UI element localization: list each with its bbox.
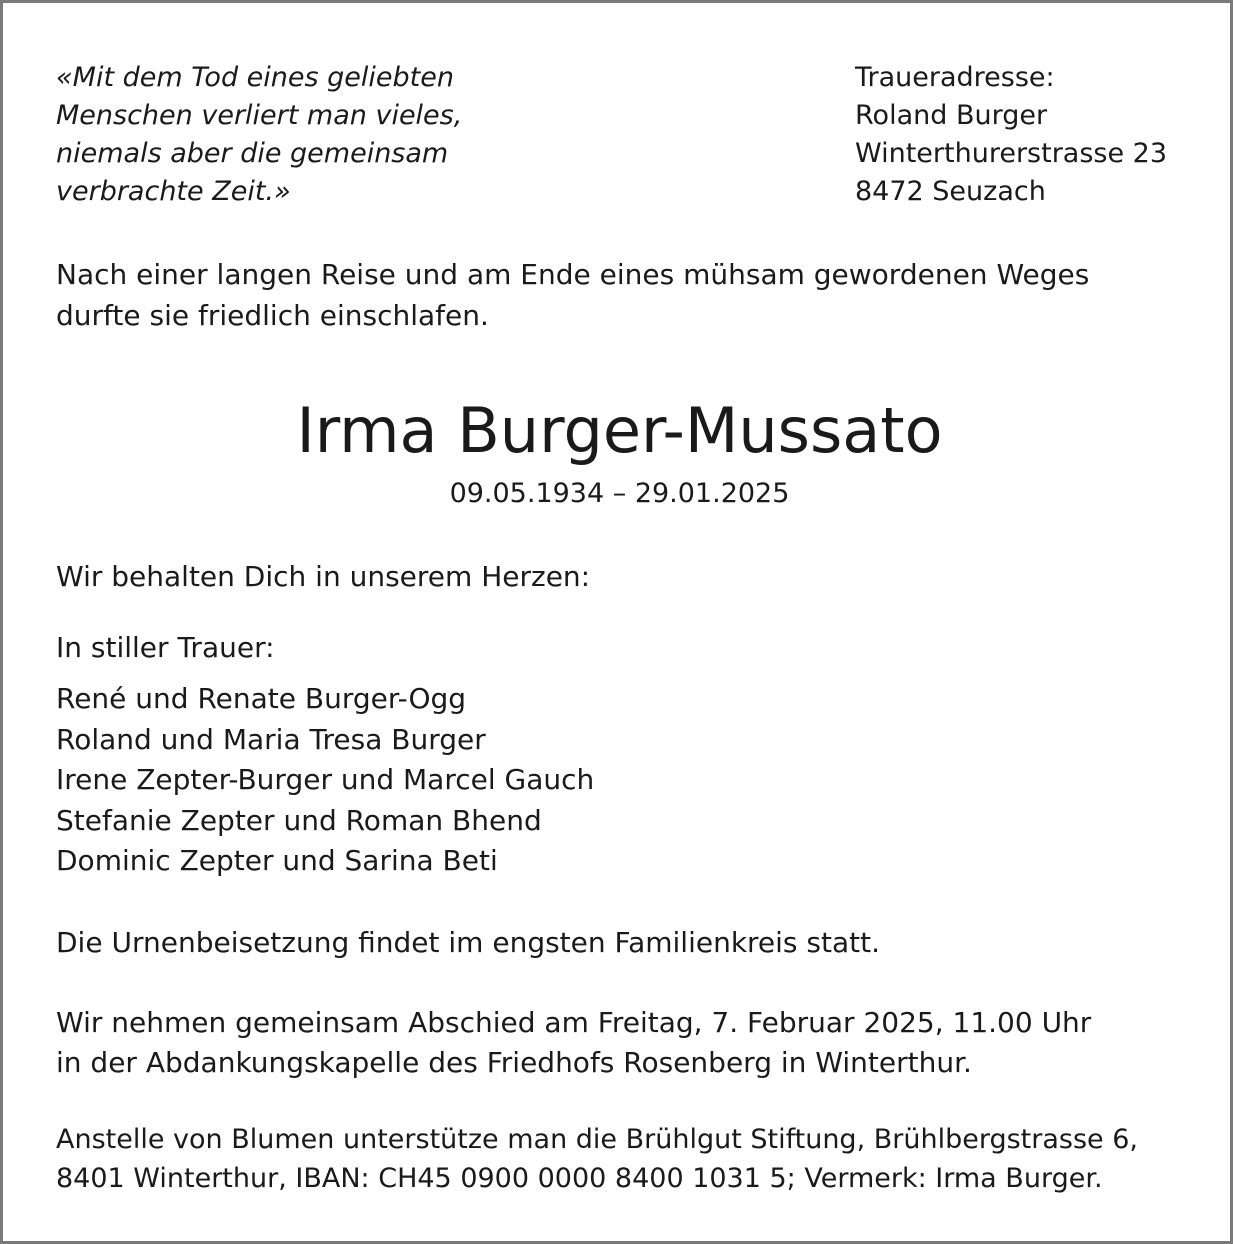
family-member: Stefanie Zepter und Roman Bhend [56, 803, 542, 837]
donation-text [56, 1120, 1138, 1198]
intro-line: durfte sie friedlich einschlafen. [56, 299, 489, 332]
quote-line: «Mit dem Tod eines geliebten [56, 62, 454, 93]
donation-line: Anstelle von Blumen unterstütze man die Brühlgut Stiftung, Brühlbergstrasse 6, [56, 1124, 1138, 1155]
address-label: Traueradresse: [855, 62, 1055, 93]
farewell-text [56, 1003, 1091, 1083]
address-name: Roland Burger [855, 100, 1048, 131]
family-member: Dominic Zepter und Sarina Beti [56, 844, 498, 877]
life-dates: 09.05.1934 – 29.01.2025 [449, 478, 790, 509]
deceased-name: Irma Burger-Mussato [296, 394, 943, 467]
intro-text [56, 254, 1196, 336]
mourning-address [855, 59, 1215, 211]
quote-line: Menschen verliert man vieles, [56, 100, 463, 131]
quote-line: verbrachte Zeit.» [56, 176, 291, 207]
family-list [56, 679, 594, 882]
family-member: Irene Zepter-Burger und Marcel Gauch [56, 763, 595, 796]
donation-line: 8401 Winterthur, IBAN: CH45 0900 0000 8400 1031 5; Vermerk: Irma Burger. [56, 1163, 1103, 1194]
mourning-label: In stiller Trauer: [56, 631, 275, 664]
address-street: Winterthurerstrasse 23 [855, 138, 1168, 169]
family-member: Roland und Maria Tresa Burger [56, 722, 486, 756]
family-member: René und Renate Burger-Ogg [56, 682, 467, 715]
intro-line: Nach einer langen Reise und am Ende eines mühsam gewordenen Weges [56, 258, 1090, 291]
memorial-quote [56, 59, 576, 211]
farewell-line: in der Abdankungskapelle des Friedhofs Rosenberg in Winterthur. [56, 1046, 972, 1079]
urn-burial-text: Die Urnenbeisetzung findet im engsten Familienkreis statt. [56, 926, 881, 959]
farewell-line: Wir nehmen gemeinsam Abschied am Freitag, 7. Februar 2025, 11.00 Uhr [56, 1006, 1092, 1039]
quote-line: niemals aber die gemeinsam [56, 138, 449, 169]
address-city: 8472 Seuzach [855, 176, 1046, 207]
remember-text: Wir behalten Dich in unserem Herzen: [56, 560, 591, 593]
